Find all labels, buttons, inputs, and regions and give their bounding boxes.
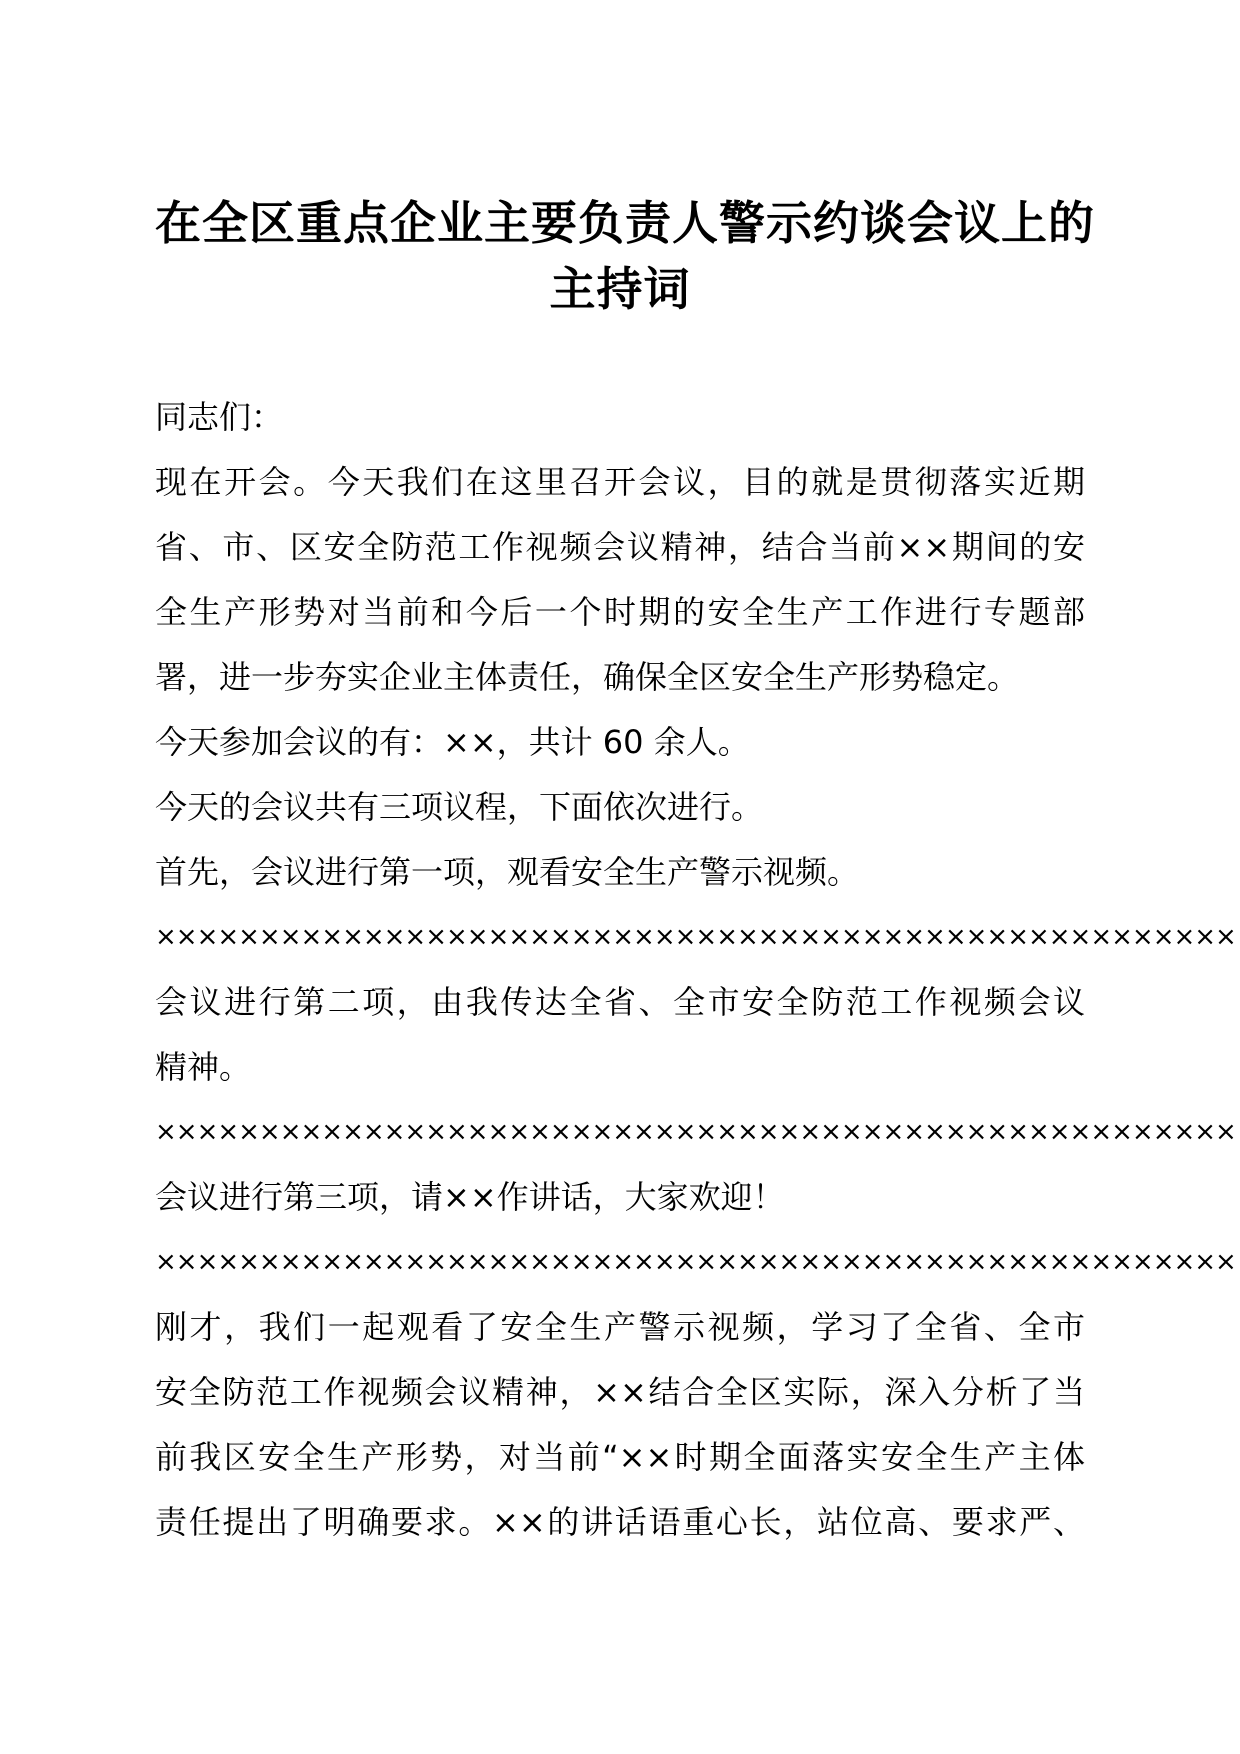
separator-line-3: ×××××××××××××××××××××××××××××××××××××××××××××××××××× (155, 1247, 1236, 1277)
title-line-2: 主持词 (549, 262, 691, 316)
body-line-13: 前我区安全生产形势，对当前“××时期全面落实安全生产主体 (155, 1438, 1085, 1476)
separator-line-1: ×××××××××××××××××××××××××××××××××××××××××××××××××××× (155, 922, 1236, 952)
body-line-10: 会议进行第三项，请××作讲话，大家欢迎！ (155, 1178, 785, 1216)
body-line-7: 首先，会议进行第一项，观看安全生产警示视频。 (155, 853, 860, 891)
body-line-4: 署，进一步夯实企业主体责任，确保全区安全生产形势稳定。 (155, 658, 1020, 696)
body-line-3: 全生产形势对当前和今后一个时期的安全生产工作进行专题部 (155, 593, 1085, 631)
document-title (155, 190, 1095, 322)
body-line-1: 现在开会。今天我们在这里召开会议，目的就是贯彻落实近期 (155, 463, 1085, 501)
body-line-12: 安全防范工作视频会议精神，××结合全区实际，深入分析了当 (155, 1373, 1085, 1411)
title-line-1: 在全区重点企业主要负责人警示约谈会议上的 (155, 196, 1095, 250)
body-line-2: 省、市、区安全防范工作视频会议精神，结合当前××期间的安 (155, 528, 1085, 566)
body-line-11: 刚才，我们一起观看了安全生产警示视频，学习了全省、全市 (155, 1308, 1085, 1346)
document-body (155, 385, 1236, 1555)
separator-line-2: ×××××××××××××××××××××××××××××××××××××××××××××××××××× (155, 1117, 1236, 1147)
body-line-14: 责任提出了明确要求。××的讲话语重心长，站位高、要求严、 (155, 1503, 1085, 1541)
body-line-6: 今天的会议共有三项议程，下面依次进行。 (155, 788, 764, 826)
body-line-5: 今天参加会议的有：××，共计 60 余人。 (155, 723, 750, 761)
body-line-9: 精神。 (155, 1048, 252, 1086)
body-line-8: 会议进行第二项，由我传达全省、全市安全防范工作视频会议 (155, 983, 1085, 1021)
greeting: 同志们： (155, 398, 284, 436)
